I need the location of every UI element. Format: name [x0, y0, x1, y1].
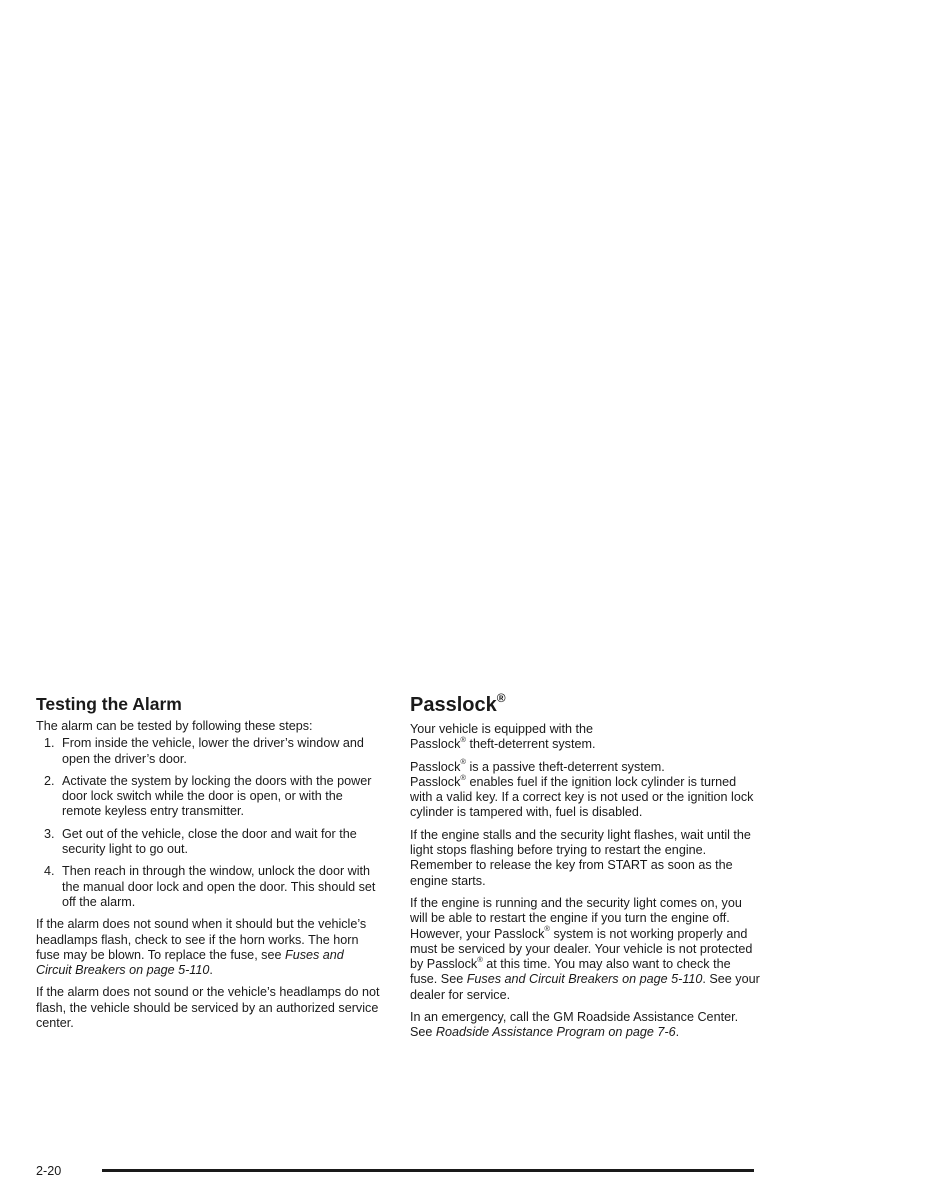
service-paragraph: If the alarm does not sound or the vehicle’s headlamps do not flash, the vehicle should be serviced by an authorized service center.: [36, 985, 380, 1031]
registered-mark: ®: [496, 690, 506, 705]
footer-divider: [102, 1169, 754, 1172]
step-number: 1.: [44, 736, 55, 751]
step-text: From inside the vehicle, lower the driver’s window and open the driver’s door.: [62, 736, 364, 766]
security-light-paragraph: If the engine is running and the security light comes on, you will be able to restart the engine if you turn the engine off. However, your Passlock® system is not working properly and must be serviced by your dealer. Your vehicle is not protected by Passlock® at this time. You may also want to check the fuse. See Fuses and Circuit Breakers on page 5-110. See your dealer for service.: [410, 895, 760, 1002]
fuses-reference-link[interactable]: Fuses and Circuit Breakers on page 5-110: [466, 972, 703, 987]
left-column: [36, 692, 381, 1038]
passlock-description-paragraph: Passlock® is a passive theft-deterrent system. Passlock® enables fuel if the ignition lock cylinder is turned with a valid key. If a correct key is not used or the ignition lock cylinder is tampered with, fuel is disabled.: [410, 757, 754, 820]
intro-paragraph: The alarm can be tested by following these steps:: [36, 719, 313, 733]
steps-list: [36, 736, 381, 910]
list-item: [36, 864, 381, 910]
step-number: 3.: [44, 826, 55, 841]
roadside-reference-link[interactable]: Roadside Assistance Program on page 7-6: [435, 1025, 676, 1040]
list-item: [36, 736, 381, 767]
list-item: [36, 774, 381, 820]
emergency-paragraph: In an emergency, call the GM Roadside Assistance Center. See Roadside Assistance Program on page 7-6.: [410, 1010, 739, 1040]
step-text: Then reach in through the window, unlock the door with the manual door lock and open the door. This should set off the alarm.: [62, 864, 376, 909]
horn-fuse-paragraph: If the alarm does not sound when it should but the vehicle’s headlamps flash, check to see if the horn works. The horn fuse may be blown. To replace the fuse, see Fuses and Circuit Breakers on page 5-110.: [36, 917, 367, 978]
section-heading-passlock: Passlock®: [410, 690, 506, 716]
engine-stalls-paragraph: If the engine stalls and the security light flashes, wait until the light stops flashing before trying to restart the engine. Remember to release the key from START as soon as the engine starts.: [410, 827, 751, 888]
step-text: Get out of the vehicle, close the door and wait for the security light to go out.: [62, 826, 357, 857]
step-text: Activate the system by locking the doors with the power door lock switch while the door is open, or with the remote keyless entry transmitter.: [62, 773, 372, 819]
step-number: 4.: [44, 864, 55, 879]
fuses-reference-link[interactable]: Fuses and Circuit Breakers on page 5-110: [36, 947, 344, 978]
right-column: [410, 692, 760, 1048]
step-number: 2.: [44, 773, 55, 788]
list-item: [36, 827, 381, 858]
passlock-intro-paragraph: Your vehicle is equipped with the Passlock® theft-deterrent system.: [410, 722, 596, 752]
page-number: 2-20: [36, 1164, 62, 1178]
section-heading-testing-alarm: Testing the Alarm: [36, 694, 182, 714]
